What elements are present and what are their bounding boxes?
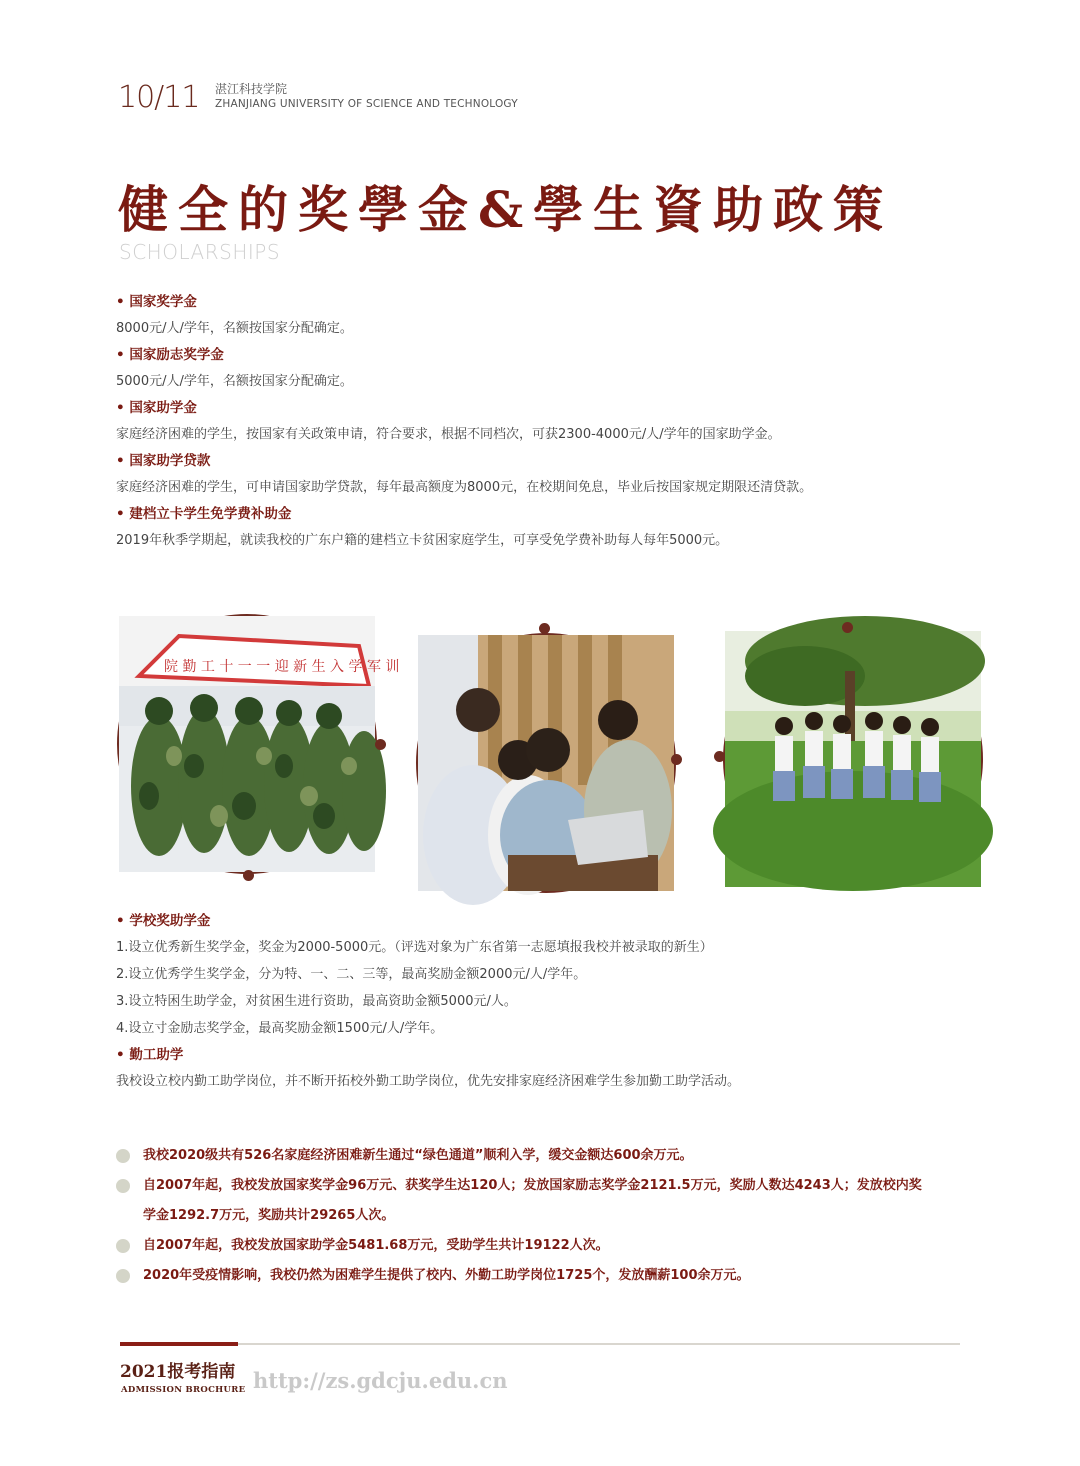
policy-heading: • 国家奖学金 [116,294,197,310]
policy-heading: • 国家助学金 [116,400,197,416]
stat-line: 自2007年起，我校发放国家奖学金96万元、获奖学生达120人；发放国家励志奖学金2121.5万元，奖励人数达4243人；发放校内奖 [143,1178,922,1193]
footer-brand-en: ADMISSION BROCHURE [121,1385,246,1395]
decorative-dot [671,754,682,765]
military-training-photo [117,614,400,874]
school-name-en: ZHANJIANG UNIVERSITY OF SCIENCE AND TECHNOLOGY [215,98,518,110]
policy-body: 8000元/人/学年，名额按国家分配确定。 [116,321,353,336]
scholarship-item: 2.设立优秀学生奖学金，分为特、一、二、三等，最高奖励金额2000元/人/学年。 [116,967,587,982]
policy-body: 家庭经济困难的学生，可申请国家助学贷款，每年最高额度为8000元，在校期间免息，毕业后按国家规定期限还清贷款。 [116,480,813,495]
policy-body: 5000元/人/学年，名额按国家分配确定。 [116,374,353,389]
section-heading: • 勤工助学 [116,1047,184,1063]
school-name-cn: 湛江科技学院 [215,82,288,96]
girls-uniform-photo [723,629,983,889]
decorative-dot [243,870,254,881]
stat-line: 我校2020级共有526名家庭经济困难新生通过“绿色通道”顺利入学，缓交金额达600余万元。 [143,1148,693,1163]
footer-divider [120,1343,960,1345]
national-policies [116,289,986,554]
scholarship-item: 3.设立特困生助学金，对贫困生进行资助，最高资助金额5000元/人。 [116,994,517,1009]
scholarship-item: 4.设立寸金励志奖学金，最高奖励金额1500元/人/学年。 [116,1021,444,1036]
policy-body: 家庭经济困难的学生，按国家有关政策申请，符合要求，根据不同档次，可获2300-4000元/人/学年的国家助学金。 [116,427,781,442]
footer-brand: 2021报考指南 [120,1362,236,1382]
decorative-dot [375,739,386,750]
banner-text: 院 勤 工 十 一 一 迎 新 生 入 学 军 训 [164,659,400,675]
section-heading: • 学校奖助学金 [116,913,211,929]
policy-body: 2019年秋季学期起，就读我校的广东户籍的建档立卡贫困家庭学生，可享受免学费补助每人每年5000元。 [116,533,729,548]
bullet-icon [116,1179,130,1193]
school-scholarship-section [116,908,986,1095]
page-subtitle: SCHOLARSHIPS [119,240,281,264]
bullet-icon [116,1149,130,1163]
policy-heading: • 国家励志奖学金 [116,347,224,363]
footer-divider-accent [120,1342,238,1346]
school-name-block [215,82,518,112]
stat-item [116,1141,996,1171]
stat-item [116,1171,996,1231]
stat-line: 自2007年起，我校发放国家助学金5481.68万元，受助学生共计19122人次。 [143,1238,609,1253]
funding-stats [116,1141,996,1291]
bullet-icon [116,1239,130,1253]
bullet-icon [116,1269,130,1283]
stat-item [116,1231,996,1261]
footer-url-link[interactable]: http://zs.gdcju.edu.cn [253,1368,508,1393]
policy-heading: • 国家助学贷款 [116,453,211,469]
stat-line: 2020年受疫情影响，我校仍然为困难学生提供了校内、外勤工助学岗位1725个，发放酬薪100余万元。 [143,1268,750,1283]
stat-line: 学金1292.7万元，奖励共计29265人次。 [143,1208,395,1223]
students-laptop-photo [416,633,676,893]
page-number: 10/11 [118,80,200,115]
stat-item [116,1261,996,1291]
decorative-dot [714,751,725,762]
scholarship-item: 1.设立优秀新生奖学金，奖金为2000-5000元。（评选对象为广东省第一志愿填报我校并被录取的新生） [116,940,713,955]
policy-heading: • 建档立卡学生免学费补助金 [116,506,292,522]
work-study-body: 我校设立校内勤工助学岗位，并不断开拓校外勤工助学岗位，优先安排家庭经济困难学生参加勤工助学活动。 [116,1074,741,1089]
decorative-dot [842,622,853,633]
page-title: 健全的奖學金&學生資助政策 [118,180,894,239]
decorative-dot [539,623,550,634]
